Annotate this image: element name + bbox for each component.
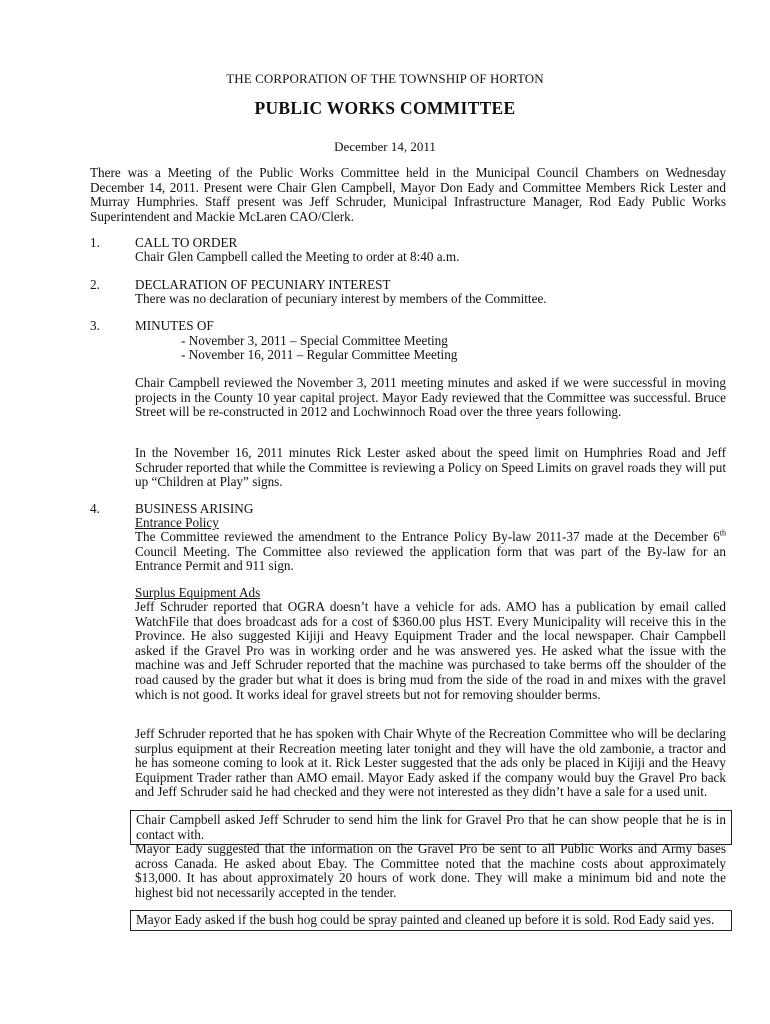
minutes-item-nov16: - November 16, 2011 – Regular Committee Meeting (181, 347, 458, 362)
entrance-policy-text-b: Council Meeting. The Committee also reviewed the application form that was part of the By-law for an Entrance Permit and 911 sign. (135, 543, 726, 574)
surplus-equipment-text: Jeff Schruder reported that OGRA doesn’t have a vehicle for ads. AMO has a publication by email called WatchFile that does broadcast ads for a cost of $360.00 plus HST. Every Municipality will receive this in the Province. He also suggested Kijiji and Heavy Equipment Trader and the local newspaper. Chair Campbell asked if the Gravel Pro was in working order and he was answered yes. He asked what the issue with the machine was and Jeff Schruder reported that the machine was purchased to take berms off the shoulder of the road caused by the grader but what it does is bring mud from the side of the road in and mixes with the gravel which is not good. It works ideal for gravel streets but not for removing shoulder berms. (135, 599, 726, 702)
section-2-text: There was no declaration of pecuniary interest by members of the Committee. (135, 291, 547, 306)
entrance-policy-text-a: The Committee reviewed the amendment to the Entrance Policy By-law 2011-37 made at the December 6 (135, 529, 720, 544)
surplus-equipment-heading: Surplus Equipment Ads (135, 585, 261, 600)
minutes-item-nov3: - November 3, 2011 – Special Committee Meeting (181, 333, 448, 348)
section-2-number: 2. (90, 277, 100, 292)
section-3-paragraph-2: In the November 16, 2011 minutes Rick Lester asked about the speed limit on Humphries Road and Jeff Schruder reported that while the Committee is reviewing a Policy on Speed Limits on gravel roads they will put up “Children at Play” signs. (135, 445, 726, 490)
highlighted-note-2: Mayor Eady asked if the bush hog could be spray painted and cleaned up before it is sold. Rod Eady said yes. (130, 910, 732, 931)
section-3-title: MINUTES OF (135, 318, 214, 333)
ordinal-suffix: th (719, 528, 726, 538)
section-3-paragraph-1: Chair Campbell reviewed the November 3, 2011 meeting minutes and asked if we were successful in moving projects in the County 10 year capital project. Mayor Eady reviewed that the Committee was successful. Bruce Street will be re-constructed in 2012 and Lochwinnoch Road over the three years following. (135, 375, 726, 420)
meeting-date: December 14, 2011 (334, 139, 436, 154)
committee-title: PUBLIC WORKS COMMITTEE (254, 98, 516, 118)
entrance-policy-heading: Entrance Policy (135, 515, 219, 530)
section-1-title: CALL TO ORDER (135, 235, 238, 250)
section-1-text: Chair Glen Campbell called the Meeting to order at 8:40 a.m. (135, 249, 460, 264)
entrance-policy-text (135, 530, 726, 574)
section-4-paragraph-3: Jeff Schruder reported that he has spoken with Chair Whyte of the Recreation Committee who will be declaring surplus equipment at their Recreation meeting later tonight and they will have the old zambonie, a tractor and he has someone coming to look at it. Rick Lester suggested that the ads only be placed in Kijiji and the Heavy Equipment Trader rather than AMO email. Mayor Eady asked if the company would buy the Gravel Pro back and Jeff Schruder said he had checked and they were not interested as they didn’t have a sale for a used unit. (135, 726, 726, 800)
section-1-number: 1. (90, 235, 100, 250)
intro-paragraph: There was a Meeting of the Public Works Committee held in the Municipal Council Chambers on Wednesday December 14, 2011. Present were Chair Glen Campbell, Mayor Don Eady and Committee Members Rick Lester and Murray Humphries. Staff present was Jeff Schruder, Municipal Infrastructure Manager, Rod Eady Public Works Superintendent and Mackie McLaren CAO/Clerk. (90, 165, 726, 224)
section-3-number: 3. (90, 318, 100, 333)
section-4-paragraph-4: Mayor Eady suggested that the information on the Gravel Pro be sent to all Public Works and Army bases across Canada. He asked about Ebay. The Committee noted that the machine costs about approximately $13,000. It has about approximately 20 hours of work done. They will make a minimum bid and note the highest bid not necessarily accepted in the tender. (135, 841, 726, 900)
highlighted-note-1: Chair Campbell asked Jeff Schruder to send him the link for Gravel Pro that he can show people that he is in contact with. (130, 810, 732, 845)
corporation-heading: THE CORPORATION OF THE TOWNSHIP OF HORTON (226, 71, 544, 86)
section-4-title: BUSINESS ARISING (135, 501, 254, 516)
section-4-number: 4. (90, 501, 100, 516)
section-2-title: DECLARATION OF PECUNIARY INTEREST (135, 277, 391, 292)
